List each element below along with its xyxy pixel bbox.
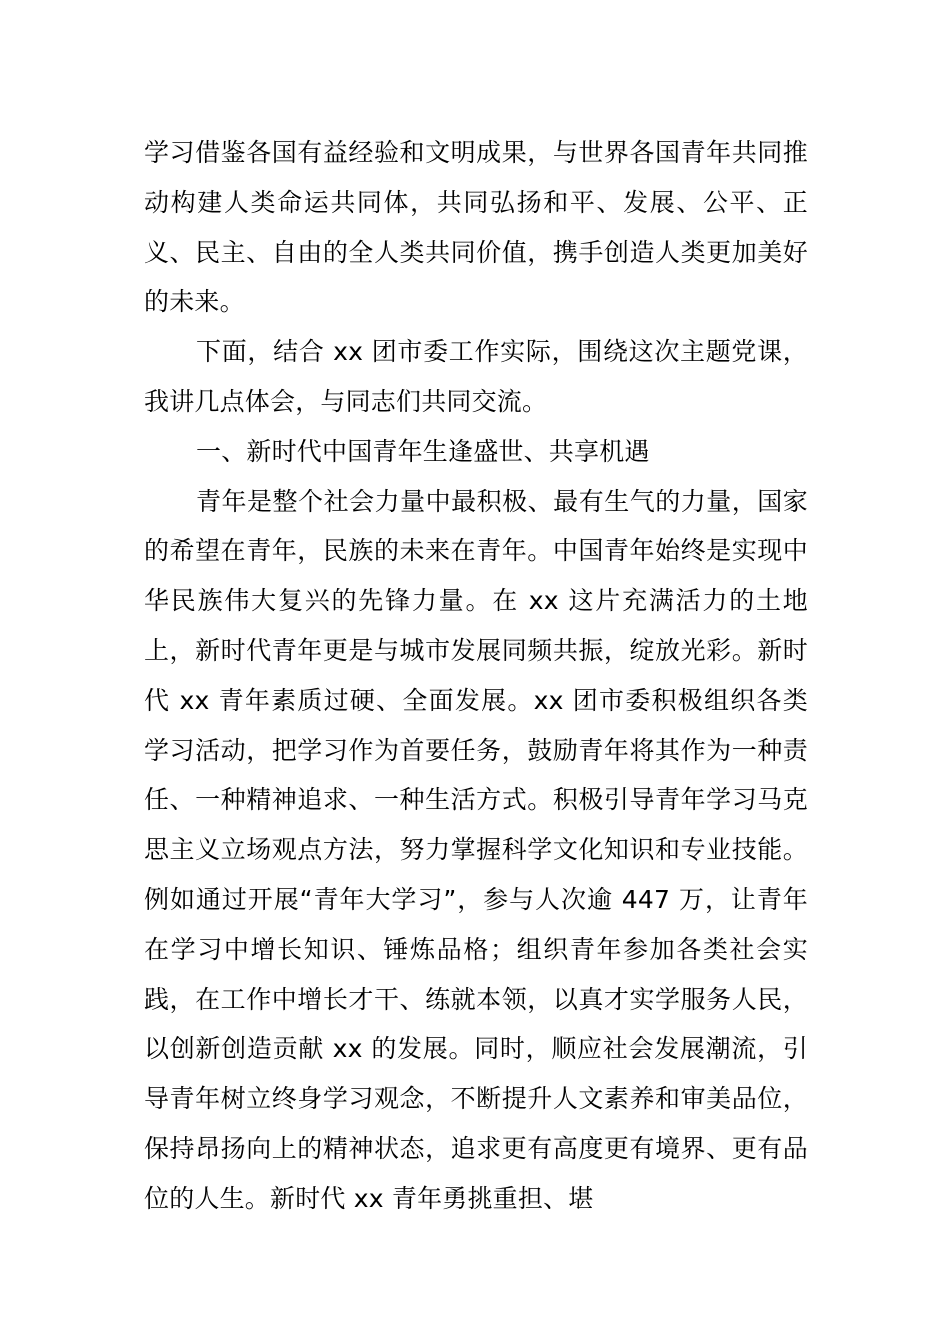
paragraph-body: 青年是整个社会力量中最积极、最有生气的力量，国家的希望在青年，民族的未来在青年。中国青年始终是实现中华民族伟大复兴的先锋力量。在 xx 这片充满活力的土地上，新时代青年更是与城市发展同频共振，绽放光彩。新时代 xx 青年素质过硬、全面发展。xx 团市委积极组织各类学习活动，把学习作为首要任务，鼓励青年将其作为一种责任、一种精神追求、一种生活方式。积极引导青年学习马克思主义立场观点方法，努力掌握科学文化知识和专业技能。例如通过开展“青年大学习”，参与人次逾 447 万，让青年在学习中增长知识、锤炼品格；组织青年参加各类社会实践，在工作中增长才干、练就本领，以真才实学服务人民，以创新创造贡献 xx 的发展。同时，顺应社会发展潮流，引导青年树立终身学习观念，不断提升人文素养和审美品位，保持昂扬向上的精神状态，追求更有高度更有境界、更有品位的人生。新时代 xx 青年勇挑重担、堪	[144, 486, 808, 1213]
paragraph-intro: 下面，结合 xx 团市委工作实际，围绕这次主题党课，我讲几点体会，与同志们共同交流。	[144, 337, 808, 416]
document-body	[144, 128, 808, 1224]
paragraph-continuation: 学习借鉴各国有益经验和文明成果，与世界各国青年共同推动构建人类命运共同体，共同弘扬和平、发展、公平、正义、民主、自由的全人类共同价值，携手创造人类更加美好的未来。	[144, 138, 808, 317]
section-heading: 一、新时代中国青年生逢盛世、共享机遇	[196, 436, 650, 466]
